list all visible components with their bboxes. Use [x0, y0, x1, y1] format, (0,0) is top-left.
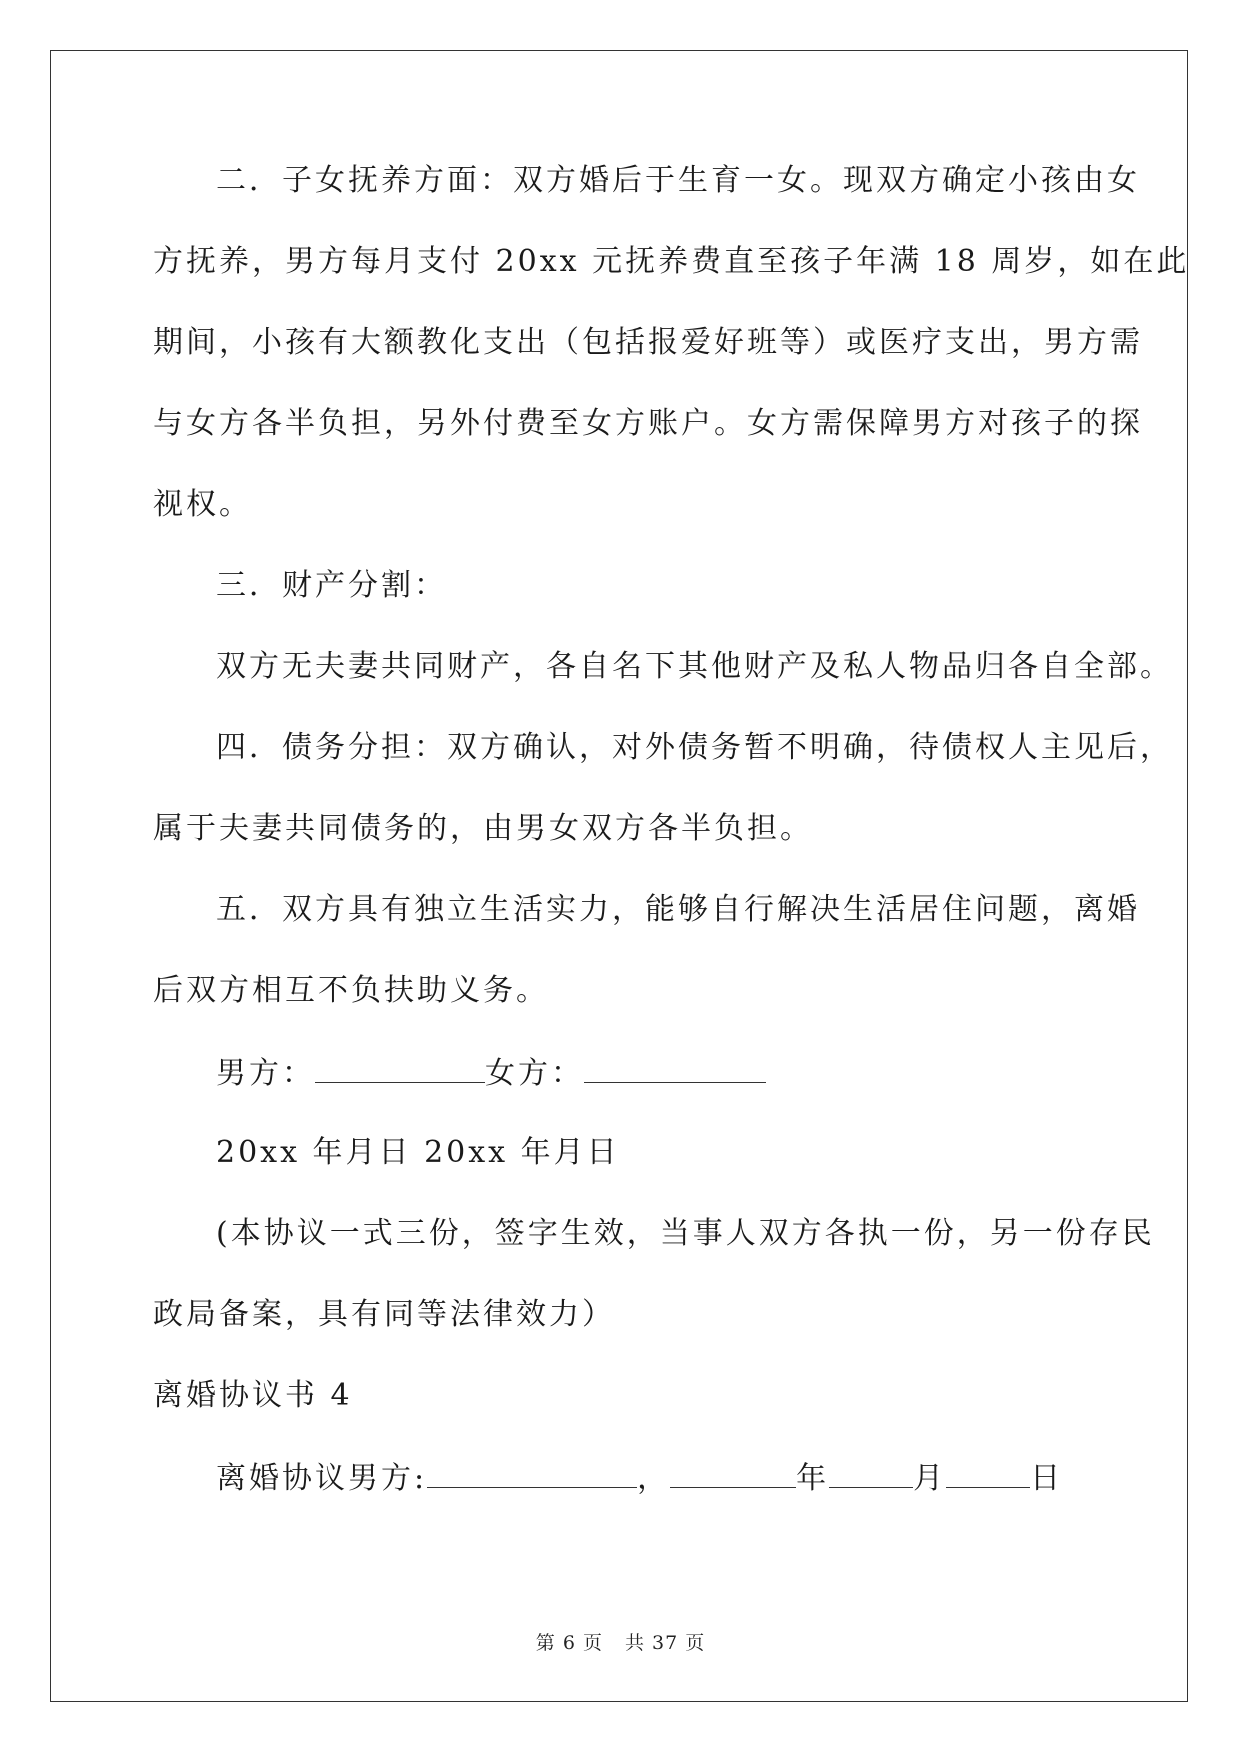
female-signature-blank — [584, 1054, 766, 1083]
paragraph-line: 三．财产分割： — [216, 568, 447, 603]
note-line: (本协议一式三份，签字生效，当事人双方各执一份，另一份存民 — [216, 1216, 1155, 1251]
paragraph-line: 视权。 — [153, 487, 252, 522]
page-footer — [0, 1628, 1241, 1655]
month-label: 月 — [913, 1461, 947, 1496]
male-signature-blank — [315, 1054, 485, 1083]
page-total: 共 37 页 — [624, 1632, 706, 1654]
paragraph-line: 二．子女抚养方面：双方婚后于生育一女。现双方确定小孩由女 — [216, 163, 1140, 198]
section-title: 离婚协议书 4 — [153, 1378, 353, 1413]
intro-comma: ， — [637, 1461, 671, 1496]
paragraph-line: 五．双方具有独立生活实力，能够自行解决生活居住问题，离婚 — [216, 892, 1140, 927]
female-signature-label: 女方： — [485, 1056, 584, 1091]
day-blank — [946, 1459, 1030, 1488]
paragraph-line: 与女方各半负担，另外付费至女方账户。女方需保障男方对孩子的探 — [153, 406, 1143, 441]
paragraph-line: 属于夫妻共同债务的，由男女双方各半负担。 — [153, 811, 813, 846]
paragraph-line: 双方无夫妻共同财产，各自名下其他财产及私人物品归各自全部。 — [216, 649, 1173, 684]
agreement-intro-line — [153, 1459, 1093, 1540]
day-label: 日 — [1030, 1461, 1064, 1496]
page-number: 第 6 页 — [535, 1632, 603, 1654]
male-signature-label: 男方： — [216, 1056, 315, 1091]
signature-line — [153, 1054, 1093, 1135]
date-line: 20xx 年月日 20xx 年月日 — [216, 1135, 620, 1170]
intro-label: 离婚协议男方: — [216, 1461, 428, 1496]
year-blank — [670, 1459, 796, 1488]
note-line: 政局备案，具有同等法律效力） — [153, 1297, 615, 1332]
document-body — [153, 163, 1190, 1540]
paragraph-line: 方抚养，男方每月支付 20xx 元抚养费直至孩子年满 18 周岁，如在此 — [153, 244, 1190, 279]
year-label: 年 — [796, 1461, 830, 1496]
paragraph-line: 后双方相互不负扶助义务。 — [153, 973, 549, 1008]
paragraph-line: 期间，小孩有大额教化支出（包括报爱好班等）或医疗支出，男方需 — [153, 325, 1143, 360]
paragraph-line: 四．债务分担：双方确认，对外债务暂不明确，待债权人主见后， — [216, 730, 1173, 765]
name-blank — [427, 1459, 637, 1488]
month-blank — [829, 1459, 913, 1488]
